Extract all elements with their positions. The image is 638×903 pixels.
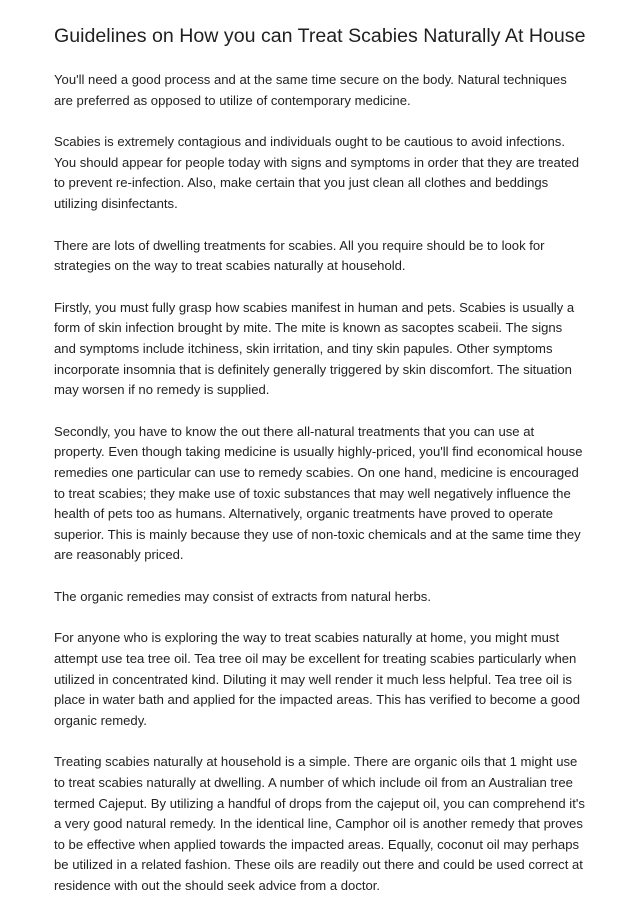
paragraph-tea-tree-oil: For anyone who is exploring the way to treat scabies naturally at home, you might must attempt use tea tree oil. Tea tree oil may be excellent for treating scabies particularly when utilized in concentrated kind. Diluting it may well render it much less helpful. Tea tree oil is place in water bath and applied for the impacted areas. This has verified to become a good organic remedy.	[54, 630, 581, 728]
document-title: Guidelines on How you can Treat Scabies Naturally At House	[54, 25, 586, 47]
paragraph-secondly: Secondly, you have to know the out there all-natural treatments that you can use at property. Even though taking medicine is usually highly-priced, you'll find economical house remedies one particular can use to remedy scabies. On one hand, medicine is encouraged to treat scabies; they make use of toxic substances that may well negatively influence the health of pets too as humans. Alternatively, organic treatments have proved to operate superior. This is mainly because they use of non-toxic chemicals and at the same time they are reasonably priced.	[54, 423, 583, 563]
paragraph-intro: You'll need a good process and at the same time secure on the body. Natural techniques are preferred as opposed to utilize of contemporary medicine.	[54, 72, 567, 108]
paragraph-contagious: Scabies is extremely contagious and individuals ought to be cautious to avoid infections. You should appear for people today with signs and symptoms in order that they are treated to prevent re-infection. Also, make certain that you just clean all clothes and beddings utilizing disinfectants.	[54, 134, 580, 211]
paragraph-home-treatments: There are lots of dwelling treatments for scabies. All you require should be to look for strategies on the way to treat scabies naturally at household.	[54, 237, 545, 274]
paragraph-organic-remedies: The organic remedies may consist of extracts from natural herbs.	[54, 588, 431, 604]
paragraph-natural-oils: Treating scabies naturally at household is a simple. There are organic oils that 1 might use to treat scabies naturally at dwelling. A number of which include oil from an Australian tree termed Cajeput. By utilizing a handful of drops from the cajeput oil, you can comprehend it's a very good natural remedy. In the identical line, Camphor oil is another remedy that proves to be effective when applied towards the impacted areas. Equally, coconut oil may perhaps be utilized in a related fashion. These oils are readily out there and could be used correct at residence with out the should seek advice from a doctor.	[54, 754, 585, 893]
paragraph-firstly: Firstly, you must fully grasp how scabies manifest in human and pets. Scabies is usually a form of skin infection brought by mite. The mite is known as sacoptes scabeii. The signs and symptoms include itchiness, skin irritation, and tiny skin papules. Other symptoms incorporate insomnia that is definitely generally triggered by skin discomfort. The situation may worsen if no remedy is supplied.	[54, 299, 575, 398]
